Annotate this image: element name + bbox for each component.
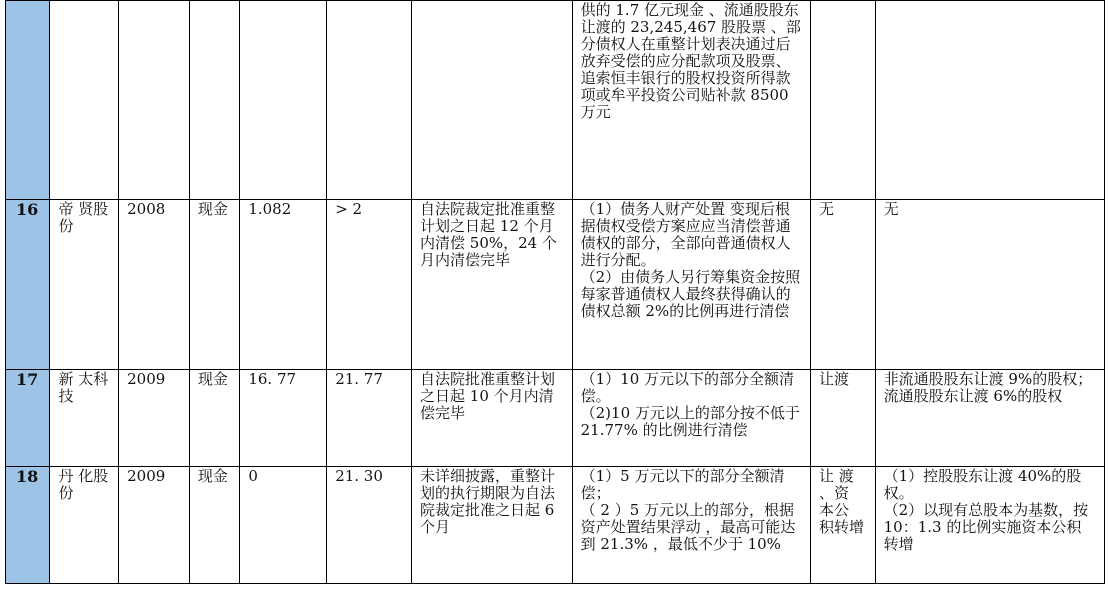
note-cell (875, 467, 1104, 584)
row-number: 16 (6, 200, 50, 370)
company-cell: 新 太科技 (50, 370, 119, 467)
method-cell (189, 1, 240, 200)
period-cell: 自法院批准重整计划之日起 10 个月内清偿完毕 (412, 370, 573, 467)
method-cell: 现金 (189, 370, 240, 467)
value-a-cell: 1.082 (240, 200, 327, 370)
value-b-cell: 21. 77 (327, 370, 412, 467)
value-b-cell (327, 1, 412, 200)
note-line: 无 (883, 200, 899, 218)
restructuring-table (5, 0, 1105, 584)
company-cell: 帝 贤股份 (50, 200, 119, 370)
row-number: 18 (6, 467, 50, 584)
period-cell (412, 1, 573, 200)
table-row (6, 370, 1105, 467)
value-a-cell: 16. 77 (240, 370, 327, 467)
note-line: （2）以现有总股本为基数，按 10：1.3 的比例实施资本公积转增 (883, 501, 1089, 553)
note-line: 非流通股股东让渡 9%的股权；流通股股东让渡 6%的股权 (883, 370, 1093, 405)
adjustment-cell: 让 渡 、资 本公 积转增 (811, 467, 876, 584)
value-b-cell: 21. 30 (327, 467, 412, 584)
repayment-plan-line: 供的 1.7 亿元现金 、流通股股东让渡的 23,245,467 股股票 、部分债权人在重整计划表决通过后放弃受偿的应分配款项及股票、追索恒丰银行的股权投资所得款项或牟平投资公司贴补款 8500 万元 (580, 1, 801, 121)
repayment-plan-cell (572, 370, 810, 467)
adjustment-cell (811, 1, 876, 200)
note-cell (875, 1, 1104, 200)
repayment-plan-line: （1）债务人财产处置 变现后根据债权受偿方案应应当清偿普通债权的部分，全部向普通债权人进行分配。 (580, 200, 791, 269)
row-number: 17 (6, 370, 50, 467)
table-row (6, 1, 1105, 200)
repayment-plan-line: （1）10 万元以下的部分全额清偿。 (580, 370, 795, 405)
value-a-cell (240, 1, 327, 200)
note-cell (875, 200, 1104, 370)
year-cell: 2009 (119, 467, 190, 584)
repayment-plan-cell (572, 1, 810, 200)
repayment-plan-cell (572, 200, 810, 370)
company-cell (50, 1, 119, 200)
period-cell: 自法院裁定批准重整计划之日起 12 个月内清偿 50%，24 个月内清偿完毕 (412, 200, 573, 370)
year-cell: 2009 (119, 370, 190, 467)
row-number (6, 1, 50, 200)
repayment-plan-line: （2)10 万元以上的部分按不低于 21.77% 的比例进行清偿 (580, 404, 800, 439)
note-line: （1）控股股东让渡 40%的股权。 (883, 467, 1082, 502)
repayment-plan-line: （ 2 ）5 万元以上的部分，根据资产处置结果浮动 ，最高可能达到 21.3% ，最低不少于 10% (580, 501, 796, 553)
year-cell (119, 1, 190, 200)
repayment-plan-line: （2）由债务人另行筹集资金按照每家普通债权人最终获得确认的债权总额 2%的比例再进行清偿 (580, 268, 801, 320)
period-cell: 未详细披露，重整计划的执行期限为自法院裁定批准之日起 6 个月 (412, 467, 573, 584)
note-cell (875, 370, 1104, 467)
adjustment-cell: 让渡 (811, 370, 876, 467)
value-b-cell: > 2 (327, 200, 412, 370)
table-row (6, 200, 1105, 370)
company-cell: 丹 化股份 (50, 467, 119, 584)
repayment-plan-cell (572, 467, 810, 584)
year-cell: 2008 (119, 200, 190, 370)
repayment-plan-line: （1）5 万元以下的部分全额清偿； (580, 467, 785, 502)
value-a-cell: 0 (240, 467, 327, 584)
method-cell: 现金 (189, 200, 240, 370)
adjustment-cell: 无 (811, 200, 876, 370)
method-cell: 现金 (189, 467, 240, 584)
table-row (6, 467, 1105, 584)
